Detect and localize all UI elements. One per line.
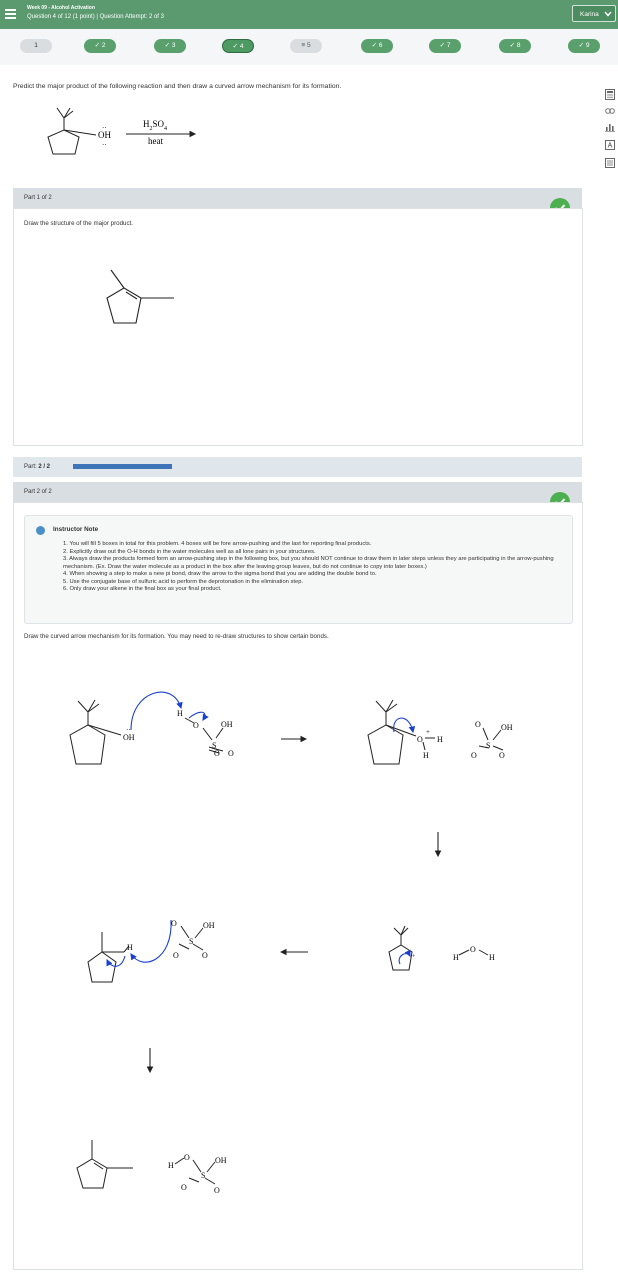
curved-arrow bbox=[131, 920, 171, 962]
curved-arrow bbox=[189, 712, 205, 720]
reactant-oh-label: OH bbox=[98, 130, 111, 140]
oh-label: OH bbox=[203, 921, 215, 930]
o-label: O bbox=[202, 951, 208, 960]
o-label: O bbox=[184, 1153, 190, 1162]
note-title: Instructor Note bbox=[53, 526, 99, 533]
h-label: H bbox=[177, 709, 183, 718]
plus-label: + bbox=[426, 728, 430, 736]
s-label: S bbox=[486, 741, 491, 750]
lone-pair-dots: ·· bbox=[126, 726, 131, 734]
o-label: O bbox=[471, 751, 477, 760]
oh-label: OH bbox=[221, 720, 233, 729]
question-nav-button[interactable]: ✓ 3 bbox=[154, 39, 186, 53]
side-toolbar bbox=[605, 89, 617, 176]
progress-bar bbox=[73, 464, 172, 469]
oh-label: OH bbox=[501, 723, 513, 732]
part1-prompt: Draw the structure of the major product. bbox=[24, 220, 134, 227]
question-text: Predict the major product of the following reaction and then draw a curved arrow mechanism for its formation. bbox=[13, 83, 342, 90]
note-item: 3. Always draw the products formed form an arrow-pushing step in the following box, but you should NOT continue to draw them in later steps unless they are participating in the arrow-pushing mechanism. (Ex. Draw the water molecule as a product in the box after the leaving group leaves, but do not continue to copy into later boxes.) bbox=[63, 556, 554, 570]
mechanism-canvas bbox=[13, 660, 581, 1260]
o-label: O bbox=[214, 1186, 220, 1195]
note-list bbox=[63, 541, 563, 594]
instructor-note bbox=[24, 515, 573, 624]
note-item: 5. Use the conjugate base of sulfuric acid to perform the deprotonation in the elimination step. bbox=[63, 578, 304, 585]
menu-icon[interactable] bbox=[5, 9, 16, 19]
o-label: O bbox=[475, 720, 481, 729]
lone-pair-dots: ·· bbox=[102, 124, 107, 132]
part2-header bbox=[13, 482, 582, 502]
o-label: O bbox=[173, 951, 179, 960]
user-name: Karina bbox=[580, 11, 599, 18]
question-nav-button[interactable]: ✓ 8 bbox=[499, 39, 531, 53]
step1-alcohol bbox=[70, 700, 121, 764]
note-item: 4. When showing a step to make a new pi bond, draw the arrow to the sigma bond that you are adding the double bond to. bbox=[63, 571, 377, 577]
calculator-icon[interactable] bbox=[605, 89, 615, 100]
s-label: S bbox=[189, 937, 194, 946]
step2-bisulfate bbox=[479, 728, 503, 750]
curved-arrow bbox=[394, 718, 413, 732]
question-nav-button[interactable]: ✓ 6 bbox=[361, 39, 393, 53]
h-label: H bbox=[423, 751, 429, 760]
final-alkene bbox=[77, 1140, 133, 1188]
question-info: Question 4 of 12 (1 point) | Question Attempt: 2 of 3 bbox=[27, 14, 164, 20]
user-menu-button[interactable] bbox=[572, 5, 616, 22]
chat-icon bbox=[36, 526, 45, 535]
part1-header bbox=[13, 188, 582, 208]
progress-label: Part: bbox=[24, 464, 37, 470]
s-label: S bbox=[201, 1171, 206, 1180]
step3-carbocation bbox=[389, 926, 412, 970]
curved-arrow bbox=[131, 692, 181, 730]
chart-icon[interactable] bbox=[605, 122, 615, 132]
top-bar bbox=[0, 0, 618, 29]
question-nav-button[interactable]: ✓ 9 bbox=[568, 39, 600, 53]
link-icon[interactable] bbox=[605, 108, 615, 114]
o-label: O bbox=[214, 749, 220, 758]
course-title: Week 09 - Alcohol Activation bbox=[27, 5, 95, 11]
o-label: O bbox=[181, 1183, 187, 1192]
note-item: 2. Explicitly draw out the O-H bonds in the water molecules well as all lone pairs in your structures. bbox=[63, 548, 316, 555]
h-label: H bbox=[489, 953, 495, 962]
part1-box bbox=[13, 208, 583, 446]
periodic-table-icon[interactable] bbox=[605, 140, 615, 150]
question-nav-button[interactable]: ✓ 4 bbox=[222, 39, 254, 53]
question-nav-button[interactable]: ≡ 5 bbox=[290, 39, 322, 53]
plus-label: + bbox=[412, 954, 416, 960]
reagent-label: $H_2SO_4$ bbox=[143, 119, 168, 132]
s-label: S bbox=[212, 741, 217, 750]
step1-acid bbox=[185, 718, 223, 753]
question-navigation bbox=[0, 29, 618, 65]
condition-label: heat bbox=[148, 136, 163, 146]
h-label: H bbox=[127, 943, 133, 952]
product-structure bbox=[104, 264, 194, 344]
h-label: H bbox=[168, 1161, 174, 1170]
reference-icon[interactable] bbox=[605, 158, 615, 168]
question-nav-button[interactable]: ✓ 2 bbox=[84, 39, 116, 53]
part1-label: Part 1 of 2 bbox=[24, 195, 52, 201]
question-nav-button[interactable]: 1 bbox=[20, 39, 52, 53]
part2-prompt: Draw the curved arrow mechanism for its formation. You may need to re-draw structures to show certain bonds. bbox=[24, 633, 329, 640]
o-label: O bbox=[470, 945, 476, 954]
oh-label: OH bbox=[215, 1156, 227, 1165]
lone-pair-dots: ·· bbox=[102, 141, 107, 149]
o-label: O bbox=[228, 749, 234, 758]
o-label: O bbox=[193, 721, 199, 730]
question-nav-button[interactable]: ✓ 7 bbox=[429, 39, 461, 53]
part2-label: Part 2 of 2 bbox=[24, 489, 52, 495]
o-label: O bbox=[171, 919, 177, 928]
part-progress bbox=[13, 457, 582, 477]
chevron-down-icon bbox=[604, 11, 612, 17]
progress-value: 2 / 2 bbox=[38, 464, 51, 470]
reaction-scheme bbox=[40, 100, 210, 170]
note-item: 1. You will fill 5 boxes in total for this problem. 4 boxes will be fore arrow-pushing and the last for reporting final products. bbox=[63, 541, 372, 547]
note-item: 6. Only draw your alkene in the final box as your final product. bbox=[63, 586, 222, 592]
final-sulfuric-acid bbox=[175, 1158, 215, 1184]
step4-carbocation bbox=[88, 932, 129, 982]
o-label: O bbox=[417, 735, 423, 744]
curved-arrow bbox=[399, 954, 410, 964]
h-label: H bbox=[453, 953, 459, 962]
o-label: O bbox=[499, 751, 505, 760]
oh-label: OH bbox=[123, 733, 135, 742]
h-label: H bbox=[437, 735, 443, 744]
